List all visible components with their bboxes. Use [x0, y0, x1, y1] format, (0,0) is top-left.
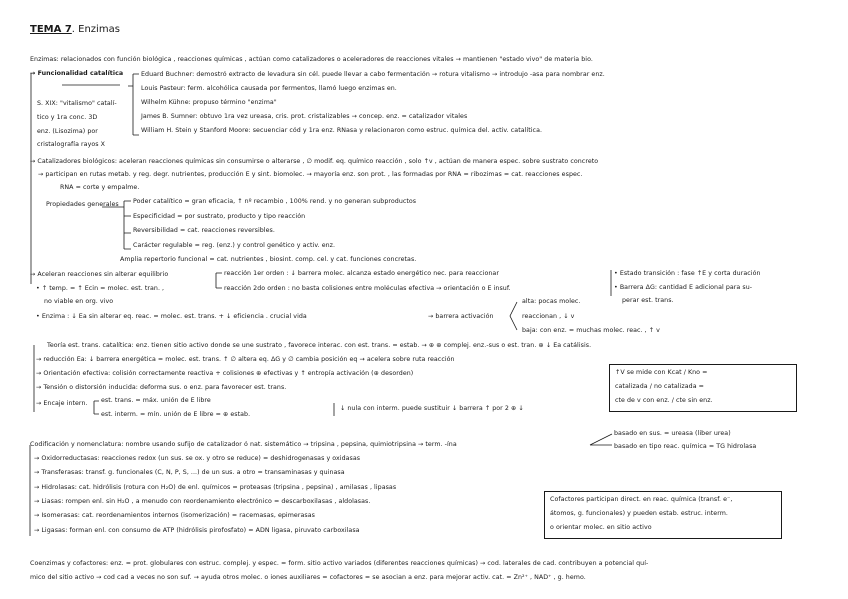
est-trans-max: est. trans. = máx. unión de E libre: [101, 397, 211, 404]
tension-distorsion: → Tensión o distorsión inducida: deforma sus. o enz. para favorecer est. trans.: [36, 384, 287, 391]
barrera-baja: baja: con enz. = muchas molec. reac. , ↑ v: [522, 327, 660, 334]
especificidad: Especificidad = por sustrato, producto y tipo reacción: [133, 213, 306, 220]
cofactores-line-2: átomos, g. funcionales) y pueden estab. estruc. interm.: [550, 510, 728, 517]
ligasas: → Ligasas: forman enl. con consumo de ATP (hidrólisis pirofosfato) = ADN ligasa, piruvato carboxilasa: [34, 527, 360, 534]
sumner-line: James B. Sumner: obtuvo 1ra vez ureasa, cris. prot. cristalizables → concep. enz. = catalizador vitales: [141, 113, 468, 120]
section-codificacion: Codificación y nomenclatura: nombre usando sufijo de catalizador ó nat. sistemático → tripsina , pepsina, quimiotripsina → term. -ína: [30, 441, 457, 448]
isomerasas: → Isomerasas: cat. reordenamientos internos (isomerización) = racemasas, epimerasas: [34, 512, 315, 519]
title-main: TEMA 7: [30, 24, 72, 35]
reversibilidad: Reversibilidad = cat. reacciones reversibles.: [133, 227, 275, 234]
basado-sus: basado en sus. = ureasa (liber urea): [614, 430, 731, 437]
liasas: → Liasas: rompen enl. sin H₂O , a menudo con reordenamiento electrónico = descarboxilasas , aldolasas.: [34, 498, 371, 505]
barrera-alta-2: reaccionan , ↓ v: [522, 313, 575, 320]
encaje-intern: → Encaje intern.: [36, 400, 88, 407]
hidrolasas: → Hidrolasas: cat. hidrólisis (rotura con H₂O) de enl. químicos = proteasas (tripsina , pepsina) , amilasas , lipasas: [34, 484, 397, 491]
repertorio: Amplia repertorio funcional = cat. nutrientes , biosint. comp. cel. y cat. funciones concretas.: [120, 256, 417, 263]
kuhne-line: Wilhelm Kühne: propuso término "enzima": [141, 99, 277, 106]
reduccion-ea: → reducción Ea: ↓ barrera energética = molec. est. trans. ↑ ∅ altera eq. ΔG y ∅ cambia posición eq → acelera sobre ruta reacción: [36, 356, 455, 363]
basado-tipo: basado en tipo reac. química = TG hidrolasa: [614, 443, 757, 450]
stein-moore-line: William H. Stein y Stanford Moore: secuenciar cód y 1ra enz. RNasa y relacionaron como estruc. química del. activ. catalítica.: [141, 127, 543, 134]
orientacion-efectiva: → Orientación efectiva: colisión correctamente reactiva + colisiones ⊕ efectivas y ↑ entropía activación (⊕ desorden): [36, 370, 414, 377]
title-sub: . Enzimas: [71, 24, 120, 35]
side-note-4: cristalografía rayos X: [37, 141, 106, 148]
temp-note: • ↑ temp. = ↑ Ecin = molec. est. tran. ,: [36, 285, 165, 292]
cofactores-box: [544, 491, 782, 539]
barrera-dg: • Barrera ΔG: cantidad E adicional para su-: [614, 284, 753, 291]
buchner-line: Eduard Buchner: demostró extracto de levadura sin cél. puede llevar a cabo fermentación → rotura vitalismo → introdujo -asa para nombrar enz.: [141, 71, 605, 78]
kcat-line-1: ↑V se mide con Kcat / Kno =: [615, 369, 708, 376]
poder-catalitico: Poder catalítico = gran eficacia, ↑ nº recambio , 100% rend. y no generan subproductos: [133, 198, 417, 205]
transferasas: → Transferasas: transf. g. funcionales (C, N, P, S, ...) de un sus. a otro = transaminasas y quinasa: [34, 469, 345, 476]
no-viable: no viable en org. vivo: [44, 298, 114, 305]
side-note-2: tico y 1ra conc. 3D: [37, 114, 98, 121]
barrera-activacion: → barrera activación: [428, 313, 494, 320]
section-catalizadores: → Catalizadores biológicos: aceleran reacciones químicas sin consumirse o alterarse , ∅ modif. eq. químico reacción , solo ↑v , actúan de manera espec. sobre sustrato concreto: [30, 158, 599, 165]
pasteur-line: Louis Pasteur: ferm. alcohólica causada por fermentos, llamó luego enzimas en.: [141, 85, 397, 92]
intro-line: Enzimas: relacionados con función biológica , reacciones químicas , actúan como catalizadores o aceleradores de reacciones vitales → mantienen "estado vivo" de materia bio.: [30, 56, 593, 63]
estado-transicion: • Estado transición : fase ↑E y corta duración: [614, 270, 761, 277]
barrera-alta: alta: pocas molec.: [522, 298, 581, 305]
kcat-line-3: cte de v con enz. / cte sin enz.: [615, 397, 713, 404]
reaccion-2do: reacción 2do orden : no basta colisiones entre moléculas efectiva → orientación o E insuf.: [224, 285, 511, 292]
reaccion-1er: reacción 1er orden : ↓ barrera molec. alcanza estado energético nec. para reaccionar: [224, 270, 499, 277]
section-propiedades: Propiedades generales: [46, 201, 119, 208]
rna-note: RNA = corte y empalme.: [60, 184, 140, 191]
cofactores-line-3: o orientar molec. en sitio activo: [550, 524, 652, 531]
side-note-1: S. XIX: "vitalismo" catalí-: [37, 100, 117, 107]
barrera-dg-2: perar est. trans.: [622, 297, 674, 304]
enzima-note: • Enzima : ↓ Ea sin alterar eq. reac. = molec. est. trans. + ↓ eficiencia . crucial vida: [36, 313, 307, 320]
oxidorreductasas: → Oxidorreductasas: reacciones redox (un sus. se ox. y otro se reduce) = deshidrogenasas y oxidasas: [34, 455, 361, 462]
teoria-est-trans: Teoría est. trans. catalítica: enz. tienen sitio activo donde se une sustrato , favorece interac. con est. trans. = estab. → ⊕ ⊕ complej. enz.-sus o est. tran. ⊕ ↓ Ea catálisis.: [47, 342, 592, 349]
regulable: Carácter regulable = reg. (enz.) y control genético y activ. enz.: [133, 242, 336, 249]
catalizadores-detail: → participan en rutas metab. y reg. degr. nutrientes, producción E y sint. biomolec. → mayoría enz. son prot. , las formadas por RNA = ribozimas = cat. reacciones espec.: [38, 171, 583, 178]
kcat-line-2: catalizada / no catalizada =: [615, 383, 704, 390]
section-funcionalidad: → Funcionalidad catalítica: [30, 70, 124, 77]
nula-interm: ↓ nula con interm. puede sustituir ↓ barrera ↑ por 2 ⊕ ↓: [340, 405, 524, 412]
cofactores-line-1: Cofactores participan direct. en reac. química (transf. e⁻,: [550, 496, 733, 503]
kcat-box: [609, 364, 797, 412]
side-note-3: enz. (Lisozima) por: [37, 128, 98, 135]
coenzimas-line-2: mico del sitio activo → cod cad a veces no son suf. → ayuda otros molec. o iones auxiliares = cofactores = se asocian a enz. para mejorar activ. cat. = Zn²⁺ , NAD⁺ , g. hemo.: [30, 574, 586, 581]
est-interm-min: est. interm. = mín. unión de E libre = ⊕ estab.: [101, 411, 251, 418]
section-aceleran: → Aceleran reacciones sin alterar equilibrio: [30, 271, 169, 278]
coenzimas-line-1: Coenzimas y cofactores: enz. = prot. globulares con estruc. complej. y espec. = form. sitio activo variados (diferentes reacciones químicas) → cod. laterales de cad. contribuyen a potencial quí-: [30, 560, 649, 567]
